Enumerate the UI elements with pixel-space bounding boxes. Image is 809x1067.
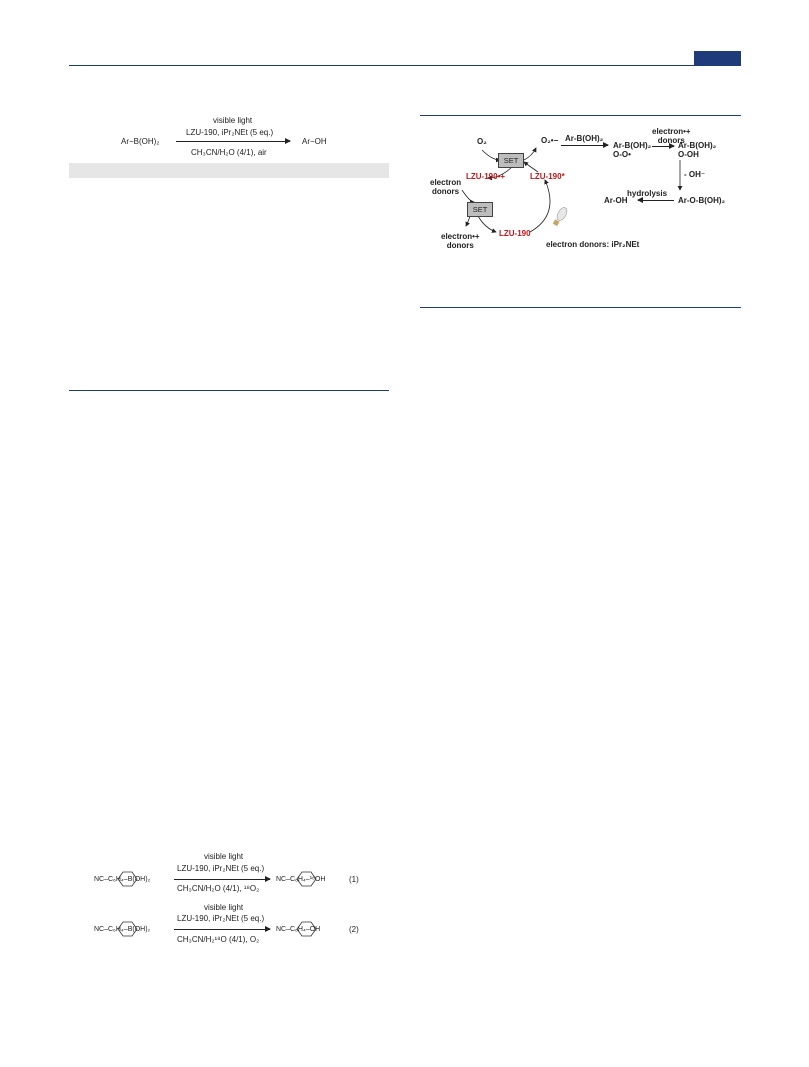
eq1-below: CH₃CN/H₂O (4/1), ¹⁸O₂ [177,884,260,893]
scheme1-below: CH₃CN/H₂O (4/1), air [191,148,267,157]
aroh-label: Ar-OH [604,196,628,205]
electron-donors-cation-label: electron•+ donors [441,232,480,250]
peroxy-radical-label: Ar-B(OH)₂ O-O• [613,141,652,159]
arob-label: Ar-O-B(OH)₂ [678,196,726,205]
eq2-above1: visible light [204,903,244,912]
eq1-reactant: NC–C₆H₄–B(OH)₂ [94,876,151,883]
scheme1-above2: LZU-190, iPr₂NEt (5 eq.) [186,128,274,137]
o2-label: O₂ [477,137,487,146]
eq1-above1: visible light [204,852,244,861]
donors-cation-top-label: electron•+ donors [652,127,691,145]
set-box-lower: SET [467,202,493,217]
eq1-product: NC–C₆H₄–¹⁸OH [276,876,326,883]
scheme1-product: Ar−OH [302,137,327,146]
eq2-reactant: NC–C₆H₄–B(OH)₂ [94,926,151,933]
mechanism-footnote: electron donors: iPr₂NEt [546,240,640,249]
eq2-label: (2) [349,925,359,934]
hydrolysis-label: hydrolysis [627,189,668,198]
hydroperoxide-label: Ar-B(OH)₂ O-OH [678,141,717,159]
scheme1-above1: visible light [213,116,253,125]
lzu-excited-label: LZU-190* [530,172,565,181]
eq2-below: CH₃CN/H₂¹⁸O (4/1), O₂ [177,935,260,944]
arboh2-reagent-label: Ar-B(OH)₂ [565,134,604,143]
eq2-arrow [174,929,270,930]
set-box-upper: SET [498,153,524,168]
eq1-label: (1) [349,875,359,884]
lzu-label: LZU-190 [499,229,531,238]
minus-oh-label: - OH⁻ [684,170,706,179]
eq1-arrow [174,879,270,880]
superoxide-label: O₂•− [541,136,559,145]
electron-donors-label: electron donors [430,178,462,196]
eq2-product: NC–C₆H₄–OH [276,926,321,933]
eq2-above2: LZU-190, iPr₂NEt (5 eq.) [177,914,265,923]
eq1-above2: LZU-190, iPr₂NEt (5 eq.) [177,864,265,873]
lzu-radical-cation-label: LZU-190•+ [466,172,506,181]
scheme1-reactant: Ar−B(OH)₂ [121,137,160,146]
